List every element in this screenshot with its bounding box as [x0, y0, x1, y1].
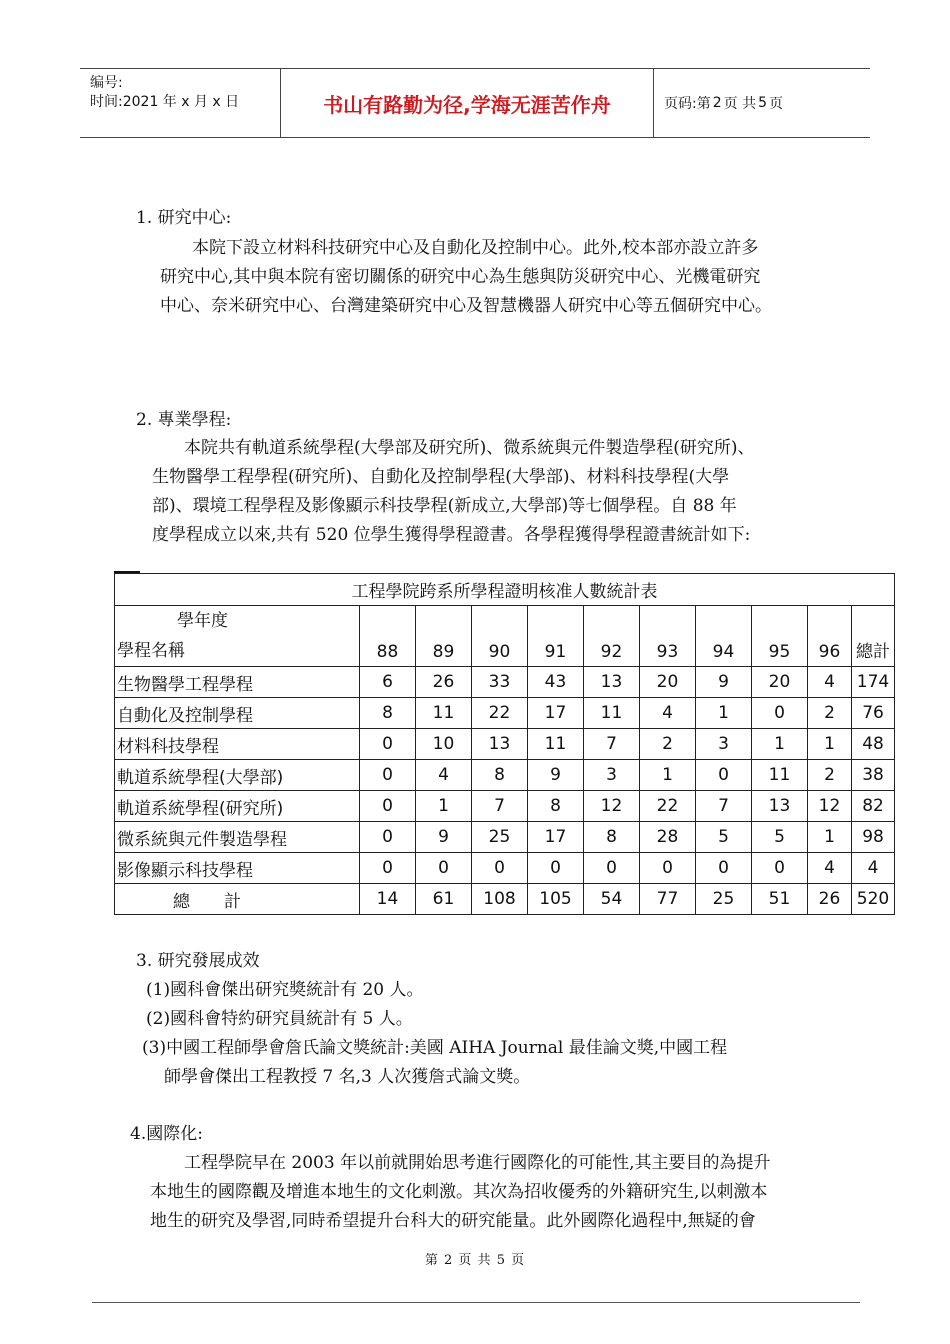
value-cell: 2: [640, 729, 696, 760]
section-2-line: 本院共有軌道系統學程(大學部及研究所)、微系統與元件製造學程(研究所)、: [184, 438, 755, 458]
year-header: 94: [696, 606, 752, 667]
section-3-item: 師學會傑出工程教授 7 名,3 人次獲詹式論文獎。: [164, 1067, 531, 1087]
value-cell: 3: [696, 729, 752, 760]
value-cell: 9: [696, 667, 752, 698]
program-name-cell: 軌道系統學程(研究所): [115, 791, 360, 822]
value-cell: 22: [472, 698, 528, 729]
section-3-item: (3)中國工程師學會詹氏論文獎統計:美國 AIHA Journal 最佳論文獎,中國工程: [142, 1038, 728, 1058]
row-total-cell: 174: [852, 667, 895, 698]
section-3-title: 3. 研究發展成效: [136, 951, 260, 971]
value-cell: 12: [584, 791, 640, 822]
value-cell: 20: [752, 667, 808, 698]
value-cell: 8: [472, 760, 528, 791]
value-cell: 0: [696, 760, 752, 791]
value-cell: 4: [808, 853, 852, 884]
value-cell: 0: [360, 822, 416, 853]
page-total: 5: [758, 95, 768, 111]
value-cell: 22: [640, 791, 696, 822]
row-total-cell: 38: [852, 760, 895, 791]
section-4-line: 地生的研究及學習,同時希望提升台科大的研究能量。此外國際化過程中,無疑的會: [150, 1211, 756, 1231]
row-total-cell: 82: [852, 791, 895, 822]
value-cell: 8: [528, 791, 584, 822]
value-cell: 8: [584, 822, 640, 853]
year-header: 92: [584, 606, 640, 667]
value-cell: 1: [752, 729, 808, 760]
program-stats-table: [114, 573, 895, 915]
value-cell: 0: [640, 853, 696, 884]
value-cell: 1: [416, 791, 472, 822]
value-cell: 1: [808, 822, 852, 853]
section-2-line: 度學程成立以來,共有 520 位學生獲得學程證書。各學程獲得學程證書統計如下:: [152, 525, 751, 545]
program-name-cell: 生物醫學工程學程: [115, 667, 360, 698]
value-cell: 8: [360, 698, 416, 729]
table-title: 工程學院跨系所學程證明核准人數統計表: [115, 574, 895, 606]
value-cell: 13: [472, 729, 528, 760]
header-name-label: 學程名稱: [117, 641, 185, 661]
value-cell: 0: [416, 853, 472, 884]
value-cell: 28: [640, 822, 696, 853]
value-cell: 0: [360, 853, 416, 884]
value-cell: 1: [808, 729, 852, 760]
row-total-cell: 48: [852, 729, 895, 760]
total-cell: 51: [752, 884, 808, 915]
value-cell: 20: [640, 667, 696, 698]
total-cell: 54: [584, 884, 640, 915]
page-header: [80, 68, 870, 138]
value-cell: 0: [752, 698, 808, 729]
value-cell: 11: [528, 729, 584, 760]
section-1-line: 本院下設立材料科技研究中心及自動化及控制中心。此外,校本部亦設立許多: [192, 238, 759, 258]
header-page-info: [664, 69, 785, 137]
section-3-item: (2)國科會特約研究員統計有 5 人。: [146, 1009, 413, 1029]
value-cell: 26: [416, 667, 472, 698]
value-cell: 13: [584, 667, 640, 698]
value-cell: 6: [360, 667, 416, 698]
section-2-line: 生物醫學工程學程(研究所)、自動化及控制學程(大學部)、材料科技學程(大學: [152, 467, 730, 487]
row-total-cell: 4: [852, 853, 895, 884]
value-cell: 7: [584, 729, 640, 760]
total-row-label: 總 計: [115, 884, 360, 915]
value-cell: 12: [808, 791, 852, 822]
program-name-cell: 軌道系統學程(大學部): [115, 760, 360, 791]
value-cell: 11: [752, 760, 808, 791]
value-cell: 5: [696, 822, 752, 853]
footer-rule: [92, 1302, 860, 1303]
total-header: 總計: [852, 606, 895, 667]
value-cell: 4: [416, 760, 472, 791]
header-motto: 书山有路勤为径,学海无涯苦作舟: [281, 69, 654, 137]
row-total-cell: 76: [852, 698, 895, 729]
value-cell: 10: [416, 729, 472, 760]
value-cell: 5: [752, 822, 808, 853]
program-name-cell: 材料科技學程: [115, 729, 360, 760]
program-name-cell: 自動化及控制學程: [115, 698, 360, 729]
section-1-line: 研究中心,其中與本院有密切關係的研究中心為生態與防災研究中心、光機電研究: [160, 267, 761, 287]
value-cell: 33: [472, 667, 528, 698]
table-row: [115, 791, 895, 822]
program-name-cell: 影像顯示科技學程: [115, 853, 360, 884]
header-meta: [80, 69, 281, 137]
value-cell: 0: [584, 853, 640, 884]
value-cell: 0: [360, 791, 416, 822]
table-corner-header: [115, 606, 360, 667]
table-row: [115, 853, 895, 884]
year-header: 96: [808, 606, 852, 667]
value-cell: 9: [416, 822, 472, 853]
year-header: 88: [360, 606, 416, 667]
value-cell: 2: [808, 698, 852, 729]
page-end: 页: [769, 96, 784, 112]
section-2-title: 2. 專業學程:: [136, 410, 232, 430]
section-2-line: 部)、環境工程學程及影像顯示科技學程(新成立,大學部)等七個學程。自 88 年: [152, 496, 737, 516]
value-cell: 0: [360, 729, 416, 760]
total-cell: 14: [360, 884, 416, 915]
value-cell: 0: [752, 853, 808, 884]
value-cell: 9: [528, 760, 584, 791]
page-label: 页码:第: [664, 96, 711, 112]
year-header: 90: [472, 606, 528, 667]
row-total-cell: 98: [852, 822, 895, 853]
value-cell: 0: [360, 760, 416, 791]
total-cell: 25: [696, 884, 752, 915]
section-1-title: 1. 研究中心:: [136, 208, 232, 228]
page-footer: 第 2 页 共 5 页: [424, 1253, 526, 1268]
total-cell: 77: [640, 884, 696, 915]
value-cell: 4: [808, 667, 852, 698]
value-cell: 17: [528, 822, 584, 853]
value-cell: 0: [472, 853, 528, 884]
value-cell: 3: [584, 760, 640, 791]
year-header: 89: [416, 606, 472, 667]
value-cell: 4: [640, 698, 696, 729]
value-cell: 7: [696, 791, 752, 822]
doc-number-label: 编号:: [90, 75, 123, 91]
doc-time-label: 时间:2021 年 x 月 x 日: [90, 94, 240, 110]
table-row: [115, 822, 895, 853]
section-1-line: 中心、奈米研究中心、台灣建築研究中心及智慧機器人研究中心等五個研究中心。: [160, 296, 772, 316]
value-cell: 2: [808, 760, 852, 791]
year-header: 91: [528, 606, 584, 667]
page-number: 2: [712, 95, 722, 111]
year-header: 95: [752, 606, 808, 667]
value-cell: 0: [696, 853, 752, 884]
value-cell: 25: [472, 822, 528, 853]
value-cell: 11: [416, 698, 472, 729]
total-cell: 105: [528, 884, 584, 915]
table-row: [115, 729, 895, 760]
table-row: [115, 760, 895, 791]
table-row: [115, 698, 895, 729]
section-4-line: 工程學院早在 2003 年以前就開始思考進行國際化的可能性,其主要目的為提升: [184, 1153, 771, 1173]
total-cell: 26: [808, 884, 852, 915]
section-4-title: 4.國際化:: [130, 1124, 203, 1144]
section-4-line: 本地生的國際觀及增進本地生的文化刺激。其次為招收優秀的外籍研究生,以刺激本: [150, 1182, 768, 1202]
value-cell: 0: [528, 853, 584, 884]
program-name-cell: 微系統與元件製造學程: [115, 822, 360, 853]
value-cell: 43: [528, 667, 584, 698]
value-cell: 13: [752, 791, 808, 822]
value-cell: 11: [584, 698, 640, 729]
value-cell: 1: [696, 698, 752, 729]
value-cell: 17: [528, 698, 584, 729]
header-year-label: 學年度: [177, 611, 228, 631]
page-mid: 页 共: [723, 96, 757, 112]
total-cell: 520: [852, 884, 895, 915]
table-row: [115, 667, 895, 698]
total-cell: 61: [416, 884, 472, 915]
section-3-item: (1)國科會傑出研究獎統計有 20 人。: [146, 980, 424, 1000]
total-cell: 108: [472, 884, 528, 915]
value-cell: 1: [640, 760, 696, 791]
year-header: 93: [640, 606, 696, 667]
value-cell: 7: [472, 791, 528, 822]
